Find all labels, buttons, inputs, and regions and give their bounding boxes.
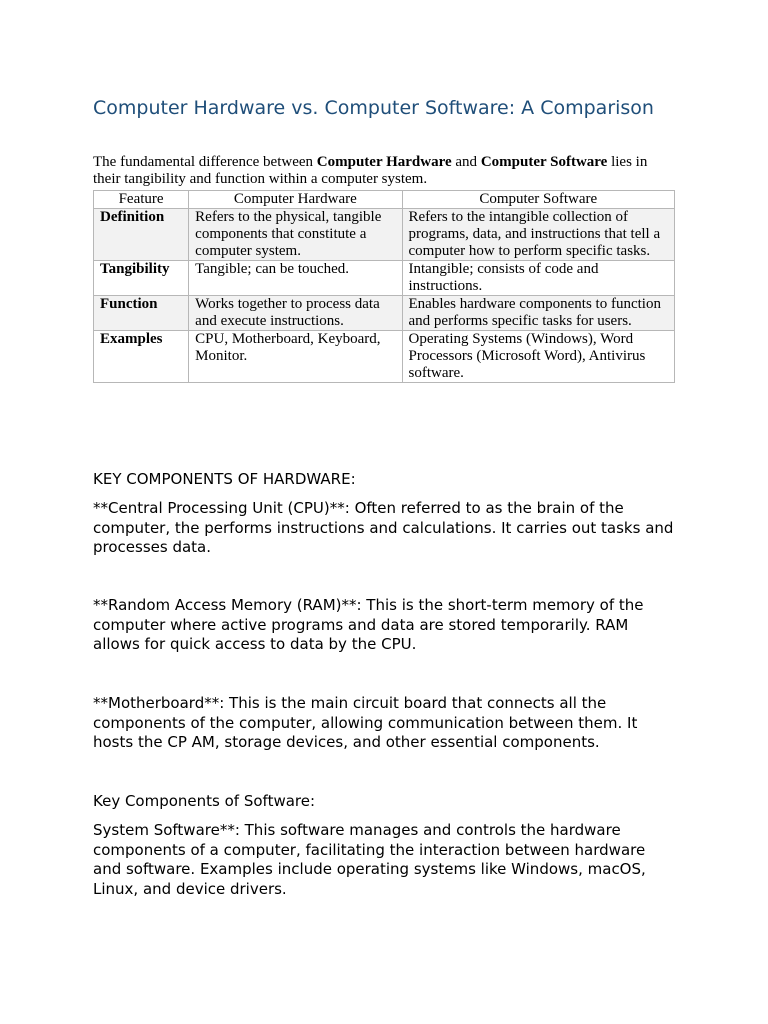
table-cell-hardware: Tangible; can be touched. bbox=[189, 261, 402, 296]
table-cell-feature: Tangibility bbox=[94, 261, 189, 296]
table-cell-hardware: Refers to the physical, tangible components that constitute a computer system. bbox=[189, 209, 402, 261]
table-row bbox=[94, 209, 675, 261]
table-cell-feature: Definition bbox=[94, 209, 189, 261]
intro-text-3: lies in their tangibility and function within a computer system. bbox=[93, 154, 648, 187]
table-cell-software: Enables hardware components to function and performs specific tasks for users. bbox=[402, 296, 674, 331]
document-title: Computer Hardware vs. Computer Software: A Comparison bbox=[93, 97, 654, 119]
table-header-hardware: Computer Hardware bbox=[189, 191, 402, 209]
table-row bbox=[94, 296, 675, 331]
intro-text-1: The fundamental difference between bbox=[93, 154, 317, 170]
intro-bold-hardware: Computer Hardware bbox=[316, 154, 452, 170]
table-row bbox=[94, 331, 675, 383]
table-header-row bbox=[94, 191, 675, 209]
table-cell-hardware: CPU, Motherboard, Keyboard, Monitor. bbox=[189, 331, 402, 383]
software-item-system: System Software**: This software manages and controls the hardware components of a computer, facilitating the interaction between hardware and software. Examples include operating systems like Windows, macOS, Linux, and device drivers. bbox=[93, 821, 646, 898]
table-cell-software: Intangible; consists of code and instructions. bbox=[402, 261, 674, 296]
table-cell-feature: Function bbox=[94, 296, 189, 331]
table-cell-hardware: Works together to process data and execute instructions. bbox=[189, 296, 402, 331]
comparison-table bbox=[93, 190, 675, 383]
table-header-software: Computer Software bbox=[402, 191, 674, 209]
table-row bbox=[94, 261, 675, 296]
table-cell-software: Operating Systems (Windows), Word Processors (Microsoft Word), Antivirus software. bbox=[402, 331, 674, 383]
hardware-item-cpu: **Central Processing Unit (CPU)**: Often referred to as the brain of the computer, the performs instructions and calculations. It carries out tasks and processes data. bbox=[93, 499, 674, 556]
intro-paragraph bbox=[93, 154, 675, 188]
table-header-feature: Feature bbox=[94, 191, 189, 209]
table-cell-feature: Examples bbox=[94, 331, 189, 383]
hardware-item-ram: **Random Access Memory (RAM)**: This is the short-term memory of the computer where active programs and data are stored temporarily. RAM allows for quick access to data by the CPU. bbox=[93, 596, 644, 653]
intro-text-2: and bbox=[451, 154, 481, 170]
hardware-item-motherboard: **Motherboard**: This is the main circuit board that connects all the components of the computer, allowing communication between them. It hosts the CP AM, storage devices, and other essential components. bbox=[93, 694, 638, 751]
hardware-heading: KEY COMPONENTS OF HARDWARE: bbox=[93, 470, 356, 488]
table-cell-software: Refers to the intangible collection of programs, data, and instructions that tell a computer how to perform specific tasks. bbox=[402, 209, 674, 261]
software-heading: Key Components of Software: bbox=[93, 792, 316, 810]
intro-bold-software: Computer Software bbox=[480, 154, 608, 170]
